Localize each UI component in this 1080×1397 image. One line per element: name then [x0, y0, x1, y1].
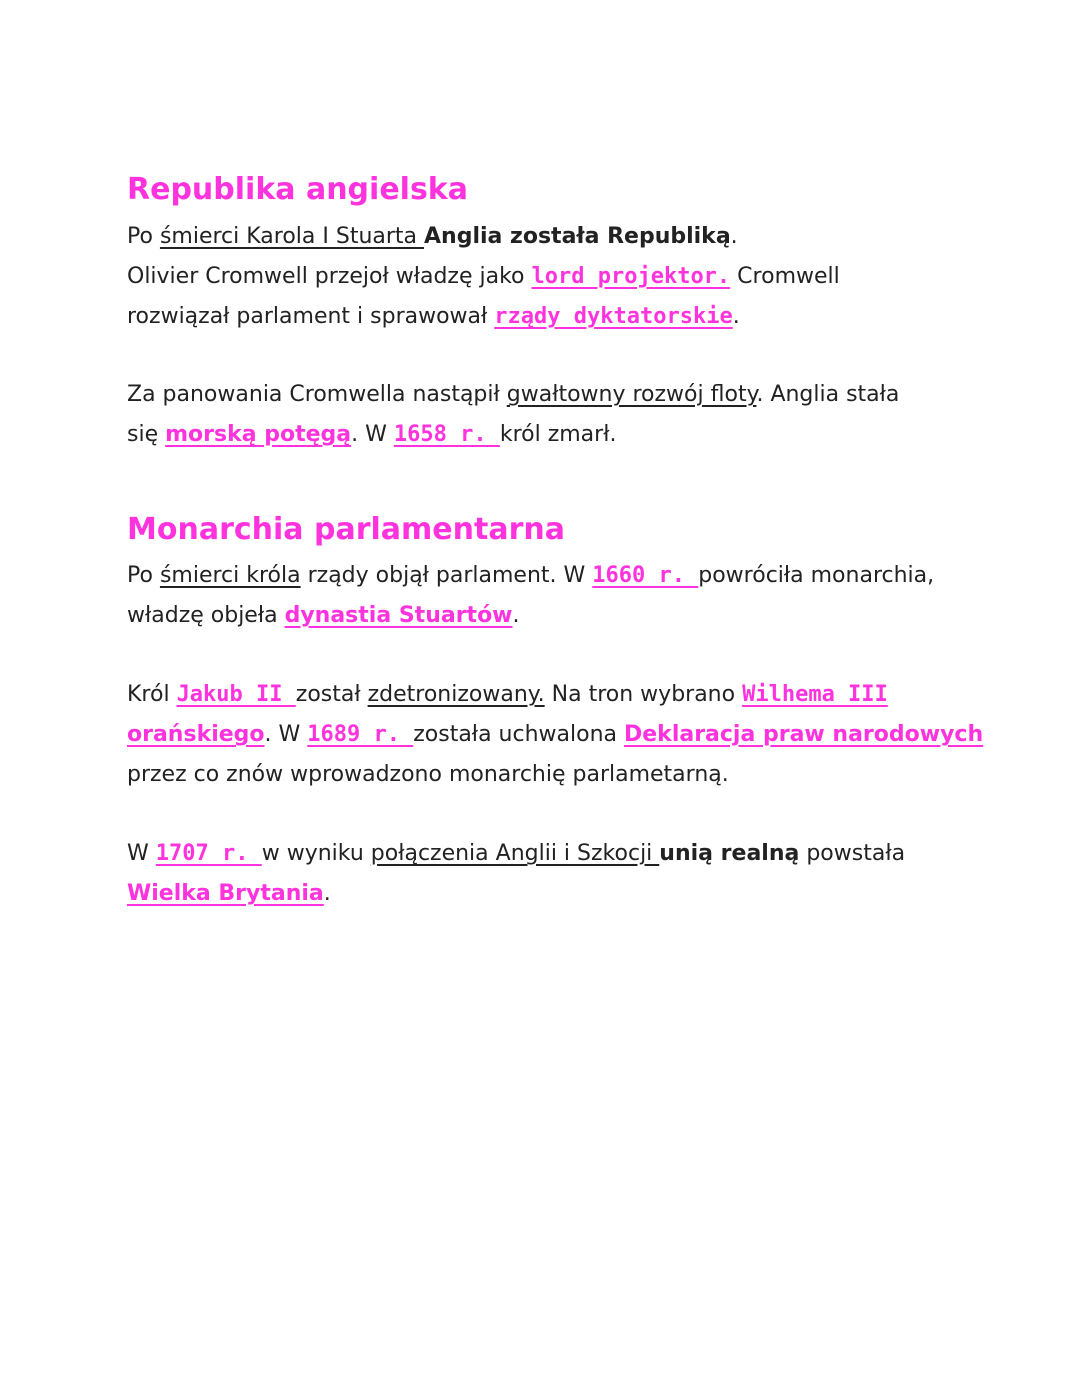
- highlight-term-morska-potega: morską potęgą: [165, 422, 352, 447]
- underlined-term: śmierci Karola I Stuarta: [159, 224, 425, 249]
- text-run: się: [127, 422, 166, 447]
- text-run: Po: [127, 563, 160, 588]
- text-run: w wyniku: [261, 841, 371, 866]
- text-run: przez co znów wprowadzono monarchię parlametarną.: [127, 762, 729, 787]
- paragraph-restoration: [127, 556, 1007, 636]
- text-line: [127, 675, 1007, 715]
- text-run: Za panowania Cromwella nastąpił: [127, 382, 507, 407]
- text-run: . W: [351, 422, 394, 447]
- text-line: [127, 297, 1007, 337]
- text-run: Po: [127, 224, 160, 249]
- heading-monarchia-parlamentarna: Monarchia parlamentarna: [127, 512, 565, 547]
- highlight-term-dynastia-stuartow: dynastia Stuartów: [284, 603, 513, 628]
- paragraph-great-britain: [127, 834, 1007, 914]
- bold-term: Anglia została Republiką: [424, 224, 731, 249]
- text-line: [127, 217, 1007, 257]
- highlight-term-oranskiego: orańskiego: [127, 722, 265, 747]
- text-run: .: [512, 603, 520, 628]
- highlight-term-deklaracja-praw: Deklaracja praw narodowych: [624, 722, 984, 747]
- text-run: powróciła monarchia,: [698, 563, 935, 588]
- paragraph-glorious-revolution: [127, 675, 1007, 795]
- text-run: .: [730, 224, 738, 249]
- paragraph-cromwell-fleet: [127, 375, 1007, 455]
- highlight-term-jakub-ii: Jakub II: [176, 682, 296, 707]
- text-run: rządy objął parlament. W: [300, 563, 593, 588]
- bold-term: unią realną: [659, 841, 800, 866]
- text-line: [127, 415, 1007, 455]
- heading-republika-angielska: Republika angielska: [127, 172, 469, 207]
- text-line: [127, 375, 1007, 415]
- highlight-date-1707: 1707 r.: [155, 841, 262, 866]
- paragraph-republic-intro: [127, 217, 1007, 337]
- text-line: [127, 755, 1007, 795]
- text-line: [127, 834, 1007, 874]
- highlight-date-1658: 1658 r.: [393, 422, 500, 447]
- text-line: [127, 257, 1007, 297]
- text-run: . W: [264, 722, 308, 747]
- highlight-term-rzady-dyktatorskie: rządy dyktatorskie: [494, 304, 733, 329]
- text-run: rozwiązał parlament i sprawował: [127, 304, 495, 329]
- highlight-date-1660: 1660 r.: [592, 563, 699, 588]
- highlight-term-wielka-brytania: Wielka Brytania: [127, 881, 324, 906]
- underlined-term: połączenia Anglii i Szkocji: [370, 841, 660, 866]
- text-line: [127, 715, 1007, 755]
- highlight-term-lord-projektor: lord projektor.: [531, 264, 731, 289]
- text-run: Na tron wybrano: [544, 682, 743, 707]
- underlined-term: śmierci króla: [159, 563, 301, 588]
- text-run: została uchwalona: [413, 722, 624, 747]
- text-run: władzę objeła: [127, 603, 285, 628]
- text-run: powstała: [799, 841, 906, 866]
- text-run: Cromwell: [730, 264, 840, 289]
- text-run: .: [323, 881, 331, 906]
- underlined-term: zdetronizowany.: [367, 682, 545, 707]
- highlight-term-wilhema-iii: Wilhema III: [742, 682, 888, 707]
- highlight-date-1689: 1689 r.: [307, 722, 414, 747]
- text-run: .: [732, 304, 740, 329]
- text-line: [127, 596, 1007, 636]
- text-run: Król: [127, 682, 177, 707]
- text-run: . Anglia stała: [756, 382, 900, 407]
- text-run: W: [127, 841, 156, 866]
- underlined-term: gwałtowny rozwój floty: [506, 382, 757, 407]
- text-run: Olivier Cromwell przejoł władzę jako: [127, 264, 532, 289]
- text-run: król zmarł.: [499, 422, 617, 447]
- text-line: [127, 556, 1007, 596]
- text-run: został: [295, 682, 368, 707]
- text-line: [127, 874, 1007, 914]
